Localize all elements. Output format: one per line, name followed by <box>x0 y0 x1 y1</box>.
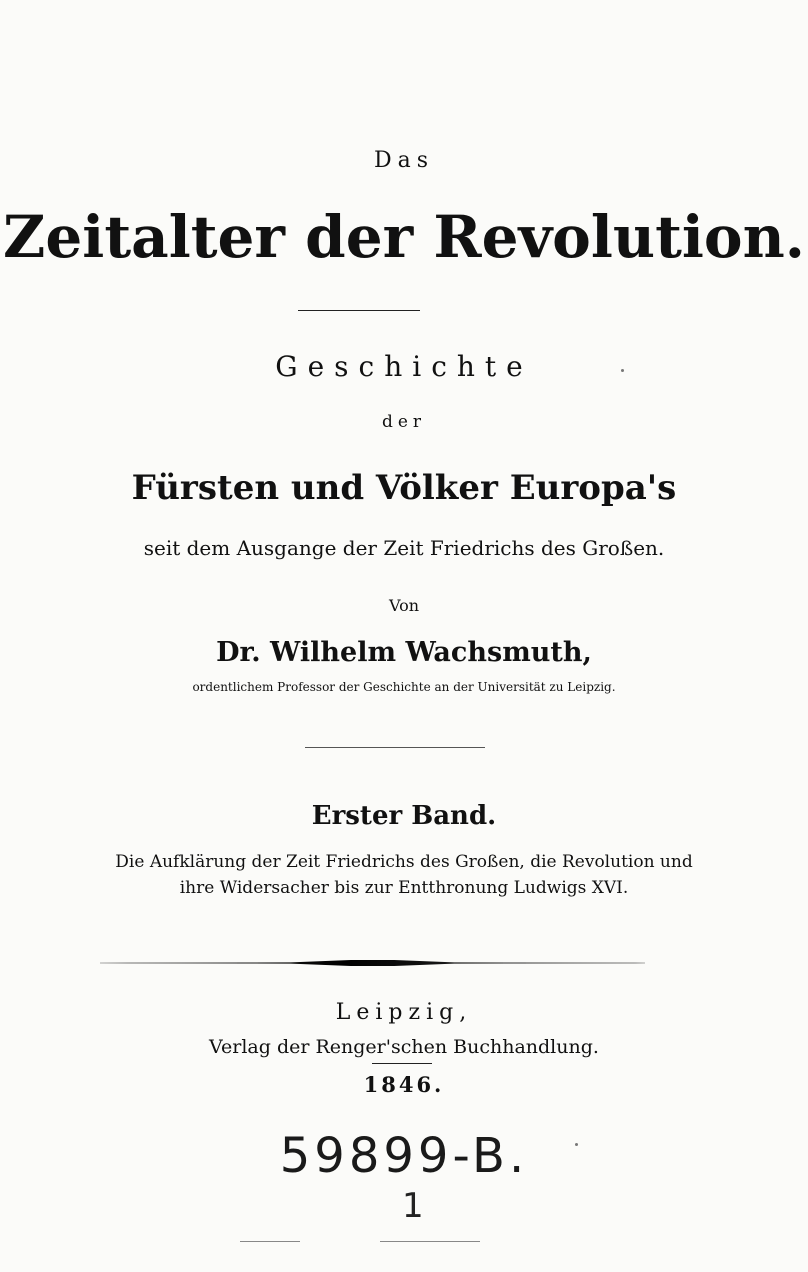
subtitle-main: Geschichte <box>275 350 533 383</box>
title-article: Das <box>373 148 435 173</box>
imprint-place: Leipzig, <box>335 1000 473 1025</box>
bottom-mark-left <box>240 1241 300 1242</box>
rule-1 <box>298 310 420 311</box>
volume-description-line-1: Die Aufklärung der Zeit Friedrichs des Großen, die Revolution und <box>115 852 693 872</box>
volume-description-line-2: ihre Widersacher bis zur Entthronung Ludwigs XVI. <box>179 878 629 898</box>
author-position: ordentlichem Professor der Geschichte an der Universität zu Leipzig. <box>192 680 616 694</box>
ornamental-rule <box>100 960 645 966</box>
paper-speck <box>575 1143 578 1146</box>
rule-2 <box>305 747 485 748</box>
paper-speck <box>621 369 624 372</box>
author-name: Dr. Wilhelm Wachsmuth, <box>216 637 592 668</box>
bottom-mark-right <box>380 1241 480 1242</box>
subtitle-since: seit dem Ausgange der Zeit Friedrichs des Großen. <box>143 536 665 560</box>
author-by: Von <box>388 596 420 615</box>
volume-title: Erster Band. <box>311 801 497 831</box>
handwritten-number: 1 <box>402 1186 424 1226</box>
imprint-year: 1846. <box>363 1072 445 1097</box>
library-stamp: 59899-B. <box>279 1128 529 1184</box>
subtitle-peoples: Fürsten und Völker Europa's <box>131 468 677 508</box>
subtitle-der: der <box>381 412 427 432</box>
rule-3 <box>372 1063 432 1064</box>
main-title: Zeitalter der Revolution. <box>3 203 805 271</box>
imprint-publisher: Verlag der Renger'schen Buchhandlung. <box>209 1036 599 1058</box>
